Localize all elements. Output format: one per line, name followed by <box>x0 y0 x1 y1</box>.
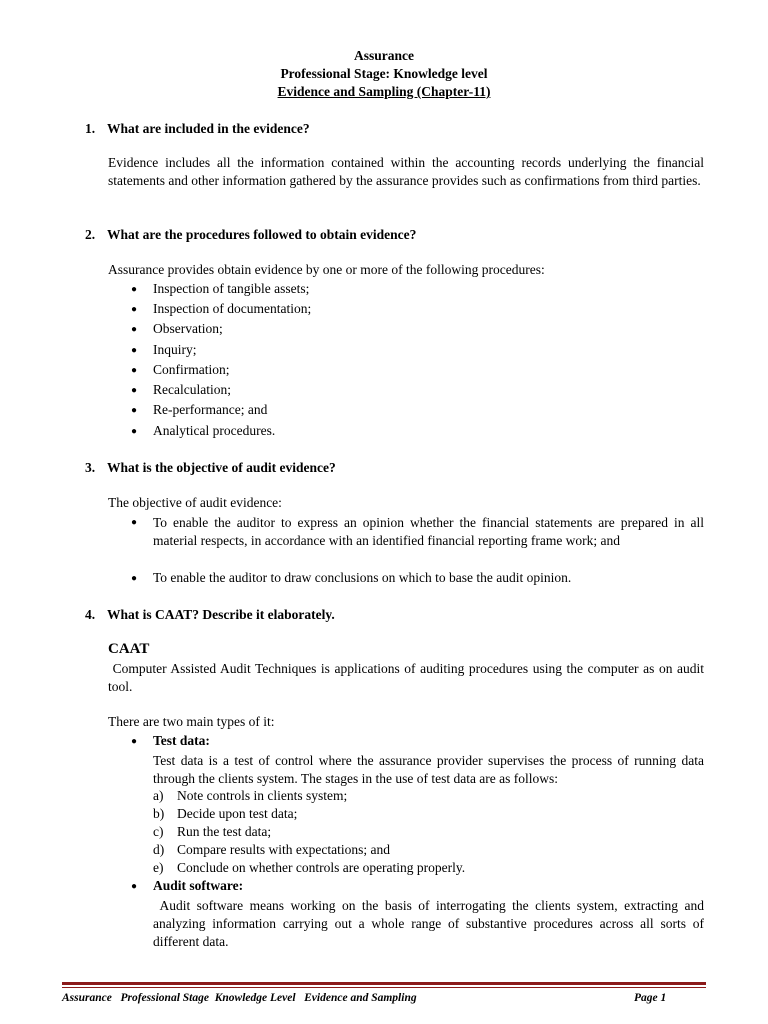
step-marker: e) <box>153 860 164 875</box>
caat-definition: Computer Assisted Audit Techniques is applications of auditing procedures using the computer as on audit tool. <box>108 661 708 694</box>
bullet-icon: ● <box>131 365 138 376</box>
list-item: Re-performance; and <box>153 402 268 417</box>
doc-subtitle: Professional Stage: Knowledge level <box>280 66 488 81</box>
chapter-title: Evidence and Sampling (Chapter-11) <box>277 84 491 99</box>
step-item: Note controls in clients system; <box>177 788 348 803</box>
footer-rule-thin <box>62 987 706 988</box>
doc-title: Assurance <box>354 48 414 63</box>
bullet-icon: ● <box>131 517 138 528</box>
bullet-icon: ● <box>131 573 138 584</box>
footer-rule-thick <box>62 982 706 985</box>
bullet-icon: ● <box>131 426 138 437</box>
step-item: Run the test data; <box>177 824 272 839</box>
bullet-icon: ● <box>131 345 138 356</box>
page-number: Page 1 <box>634 992 667 1004</box>
list-item: Recalculation; <box>153 382 231 397</box>
test-data-desc: Test data is a test of control where the assurance provider supervises the process of running data through the clients system. The stages in the use of test data are as follows: <box>153 753 704 786</box>
list-item: To enable the auditor to draw conclusions on which to base the audit opinion. <box>153 570 572 585</box>
audit-software-desc: Audit software means working on the basis of interrogating the clients system, extracting and analyzing information carrying out a whole range of substantive procedures across all sorts of different data. <box>153 898 708 949</box>
question-text: What are the procedures followed to obtain evidence? <box>107 227 417 242</box>
list-item: Observation; <box>153 321 223 336</box>
test-data-label: Test data: <box>153 733 210 748</box>
question-4 <box>85 607 335 623</box>
audit-software-label: Audit software: <box>153 878 244 893</box>
step-marker: a) <box>153 788 164 803</box>
question-number: 1. <box>85 121 96 136</box>
list-item: Analytical procedures. <box>153 423 276 438</box>
caat-heading: CAAT <box>108 641 150 657</box>
list-item: Inspection of documentation; <box>153 301 312 316</box>
answer-2-intro: Assurance provides obtain evidence by one or more of the following procedures: <box>108 262 545 277</box>
answer-3-intro: The objective of audit evidence: <box>108 495 282 510</box>
question-number: 2. <box>85 227 96 242</box>
bullet-icon: ● <box>131 385 138 396</box>
footer-text: Assurance Professional Stage Knowledge Level Evidence and Sampling <box>62 992 417 1004</box>
list-item: Inquiry; <box>153 342 197 357</box>
list-item: Confirmation; <box>153 362 230 377</box>
list-item: To enable the auditor to express an opinion whether the financial statements are prepared in all material respects, in accordance with an identified financial reporting frame work; and <box>153 515 704 548</box>
step-marker: c) <box>153 824 164 839</box>
step-marker: b) <box>153 806 165 821</box>
step-item: Compare results with expectations; and <box>177 842 390 857</box>
types-intro: There are two main types of it: <box>108 714 275 729</box>
bullet-icon: ● <box>131 324 138 335</box>
question-2 <box>85 227 416 243</box>
bullet-icon: ● <box>131 405 138 416</box>
question-number: 3. <box>85 460 96 475</box>
question-1 <box>85 121 310 137</box>
bullet-icon: ● <box>131 304 138 315</box>
question-number: 4. <box>85 607 96 622</box>
step-item: Decide upon test data; <box>177 806 298 821</box>
question-text: What is CAAT? Describe it elaborately. <box>107 607 335 622</box>
question-text: What are included in the evidence? <box>107 121 310 136</box>
question-text: What is the objective of audit evidence? <box>107 460 336 475</box>
list-item: Inspection of tangible assets; <box>153 281 310 296</box>
step-marker: d) <box>153 842 165 857</box>
step-item: Conclude on whether controls are operating properly. <box>177 860 466 875</box>
bullet-icon: ● <box>131 736 138 747</box>
bullet-icon: ● <box>131 284 138 295</box>
answer-1: Evidence includes all the information contained within the accounting records underlying the financial statements and other information gathered by the assurance provides such as confirmations from third parties. <box>108 155 704 188</box>
question-3 <box>85 460 336 476</box>
bullet-icon: ● <box>131 881 138 892</box>
